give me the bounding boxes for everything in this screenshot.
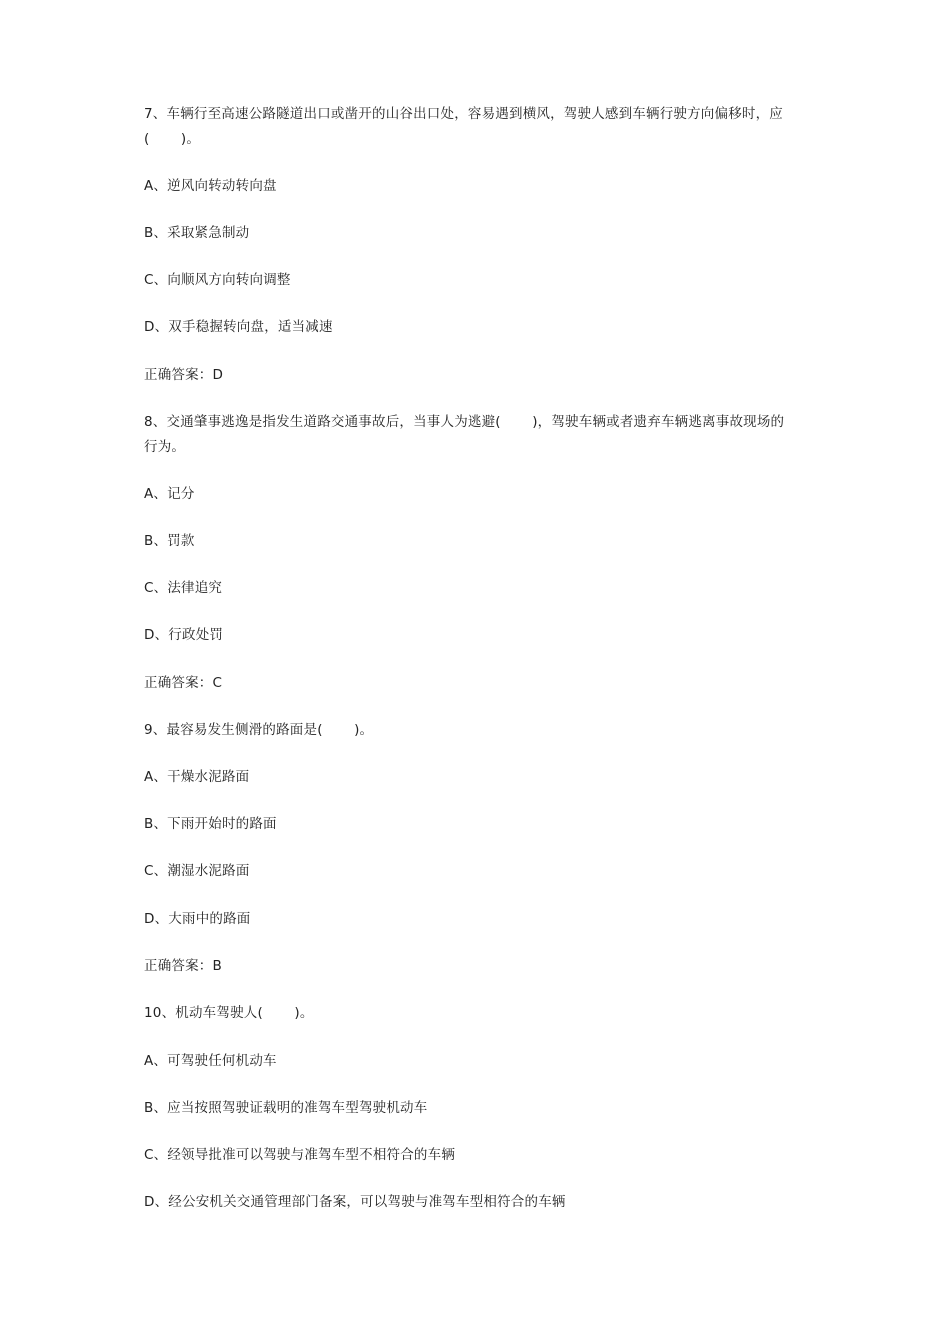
question-8-stem-line1: 8、交通肇事逃逸是指发生道路交通事故后，当事人为逃避( )，驾驶车辆或者遗弃车辆逃离事故现场的	[144, 414, 785, 430]
question-9-stem: 9、最容易发生侧滑的路面是( )。	[144, 722, 374, 738]
question-10-stem: 10、机动车驾驶人( )。	[144, 1005, 314, 1021]
question-7-option-c: C、向顺风方向转向调整	[144, 272, 291, 288]
question-9-option-a: A、干燥水泥路面	[144, 769, 250, 785]
question-7-stem-line1: 7、车辆行至高速公路隧道出口或凿开的山谷出口处，容易遇到横风，驾驶人感到车辆行驶方向偏移时，应	[144, 106, 783, 122]
question-7-option-d: D、双手稳握转向盘，适当减速	[144, 319, 333, 335]
question-7-option-b: B、采取紧急制动	[144, 225, 250, 241]
question-9-option-c: C、潮湿水泥路面	[144, 863, 250, 879]
question-8-option-d: D、行政处罚	[144, 627, 224, 643]
question-8-answer: 正确答案：C	[144, 675, 223, 691]
question-9-option-d: D、大雨中的路面	[144, 911, 251, 927]
question-9-option-b: B、下雨开始时的路面	[144, 816, 277, 832]
question-10-option-a: A、可驾驶任何机动车	[144, 1053, 277, 1069]
question-9-answer: 正确答案：B	[144, 958, 222, 974]
question-8-option-a: A、记分	[144, 486, 195, 502]
question-10-option-c: C、经领导批准可以驾驶与准驾车型不相符合的车辆	[144, 1147, 456, 1163]
question-8-option-b: B、罚款	[144, 533, 195, 549]
question-10-option-d: D、经公安机关交通管理部门备案，可以驾驶与准驾车型相符合的车辆	[144, 1194, 566, 1210]
question-7-option-a: A、逆风向转动转向盘	[144, 178, 277, 194]
question-7-stem-line2: ( )。	[144, 131, 201, 147]
question-8-option-c: C、法律追究	[144, 580, 223, 596]
question-7-answer: 正确答案：D	[144, 367, 224, 383]
question-10-option-b: B、应当按照驾驶证载明的准驾车型驾驶机动车	[144, 1100, 428, 1116]
question-8-stem-line2: 行为。	[144, 439, 186, 455]
